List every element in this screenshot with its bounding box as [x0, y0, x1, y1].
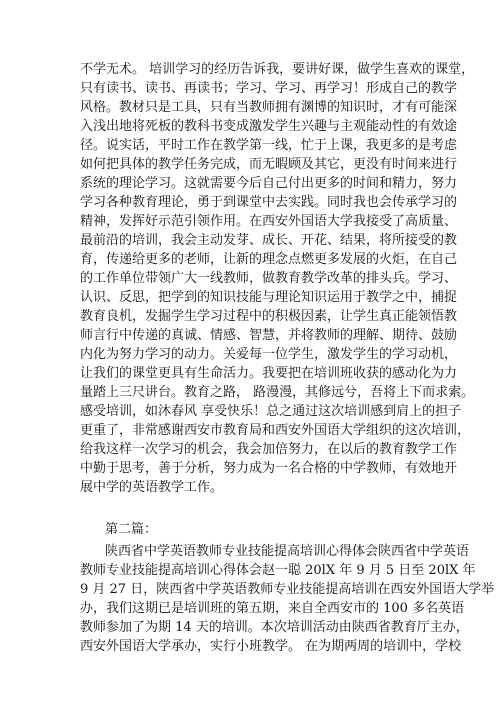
- section-heading: 第二篇：: [105, 522, 158, 537]
- paragraph-line: 不学无术。 培训学习的经历告诉我，要讲好课，做学生喜欢的课堂，: [80, 62, 475, 77]
- paragraph-line: 系统的理论学习。这就需要今后自己付出更多的时间和精力，努力: [80, 176, 458, 191]
- paragraph-line: 教师专业技能提高培训心得体会赵一聪 20lX 年 9 月 5 日至 20lX 年: [80, 563, 476, 578]
- paragraph-line: 认识、反思，把学到的知识技能与理论知识运用于教学之中，捕捉: [80, 290, 458, 305]
- paragraph-line: 教育良机，发掘学生学习过程中的积极因素，让学生真正能领悟教: [80, 309, 458, 324]
- paragraph-line: 教师参加了为期 14 天的培训。本次培训活动由陕西省教育厅主办，: [80, 620, 469, 635]
- paragraph-line: 学习各种教育理论，勇于到课堂中去实践。同时我也会传承学习的: [80, 195, 458, 210]
- paragraph-line: 感受培训，如沐春风 享受快乐！总之通过这次培训感到肩上的担子: [80, 404, 462, 419]
- paragraph-line: 陕西省中学英语教师专业技能提高培训心得体会陕西省中学英语: [105, 544, 470, 559]
- paragraph-line: 师言行中传递的真诚、情感、智慧，并将教师的理解、期待、鼓励: [80, 328, 458, 343]
- paragraph-line: 9 月 27 日，陕西省中学英语教师专业技能提高培训在西安外国语大学举: [80, 582, 495, 597]
- paragraph-line: 让我们的课堂更具有生命活力。我要把在培训班收获的感动化为力: [80, 366, 458, 381]
- paragraph-line: 入浅出地将死板的教科书变成激发学生兴趣与主观能动性的有效途: [80, 119, 458, 134]
- paragraph-line: 精神，发挥好示范引领作用。在西安外国语大学我接受了高质量、: [80, 214, 458, 229]
- paragraph-line: 西安外国语大学承办，实行小班教学。 在为期两周的培训中，学校: [80, 639, 462, 654]
- paragraph-line: 径。说实话，平时工作在教学第一线，忙于上课，我更多的是考虑: [80, 138, 458, 153]
- paragraph-line: 内化为努力学习的动力。关爱每一位学生，激发学生的学习动机，: [80, 347, 458, 362]
- paragraph-line: 的工作单位带领广大一线教师，做教育教学改革的排头兵。学习、: [80, 271, 458, 286]
- paragraph-line: 中勤于思考，善于分析，努力成为一名合格的中学教师，有效地开: [80, 461, 458, 476]
- paragraph-line: 办，我们这期已是培训班的第五期，来自全西安市的 100 多名英语: [80, 601, 465, 616]
- paragraph-line: 最前沿的培训，我会主动发芽、成长、开花、结果，将所接受的教: [80, 233, 458, 248]
- paragraph-line: 更重了，非常感谢西安市教育局和西安外国语大学组织的这次培训，: [80, 423, 471, 438]
- paragraph-line: 给我这样一次学习的机会，我会加倍努力，在以后的教育教学工作: [80, 442, 458, 457]
- paragraph-line: 育，传递给更多的老师，让新的理念点燃更多发展的火炬，在自己: [80, 252, 458, 267]
- paragraph-line: 只有读书、读书、再读书；学习、学习、再学习！形成自己的教学: [80, 81, 458, 96]
- paragraph-line: 如何把具体的教学任务完成，而无暇顾及其它，更没有时间来进行: [80, 157, 458, 172]
- paragraph-line: 量踏上三尺讲台。教育之路， 路漫漫，其修远兮，吾将上下而求索。: [80, 385, 475, 400]
- paragraph-line: 展中学的英语教学工作。: [80, 480, 224, 495]
- paragraph-line: 风格。教材只是工具，只有当教师拥有渊博的知识时，才有可能深: [80, 100, 458, 115]
